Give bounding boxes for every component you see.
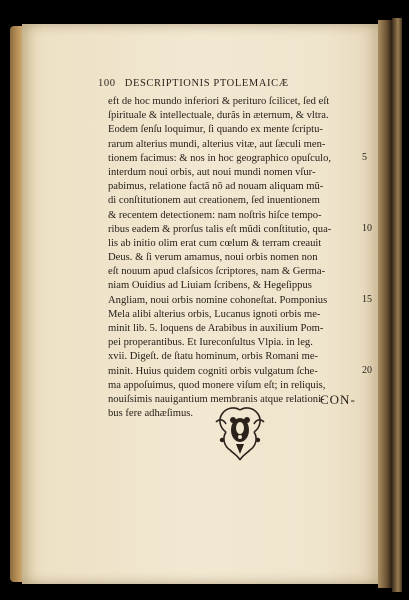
page-number: 100 [98,78,116,89]
running-header [98,78,368,94]
text-line: pei properantibus. Et Iureconſultus Vlpia. in leg. [108,337,313,349]
text-line: & recentem detectionem: nam noſtris hiſce tempo- [108,209,322,221]
text-line: minit. Huius quidem cogniti orbis vulgatum ſche- [108,365,318,377]
text-line: ribus eadem & prorſus talis eſt mũdi conſtitutio, qua- [108,223,332,235]
line-number: 15 [362,294,372,305]
text-line: Angliam, noui orbis nomine cohoneſtat. Pomponius [108,294,328,306]
text-line: Deus. & ſi verum amamus, noui orbis nomen non [108,252,318,264]
fleuron-ornament-icon [212,404,268,462]
text-line: eſt nouum apud claſsicos ſcriptores, nam & Germa- [108,266,326,278]
right-page-edges [392,18,402,592]
text-line: ſpirituale & intellectuale, durãs in æternum, & vltra. [108,110,329,122]
line-number: 10 [362,223,372,234]
text-line: Mela alibi alterius orbis, Lucanus ignoti orbis me- [108,308,321,320]
text-line: rarum alterius mundi, alterius vitæ, aut ſæculi men- [108,138,326,150]
line-number: 20 [362,365,372,376]
text-line: niam Ouidius ad Liuiam ſcribens, & Hegeſippus [108,280,312,292]
text-line: ma appoſuimus, quod monere viſum eſt; in reliquis, [108,379,326,391]
book-binding [378,20,392,588]
text-line: interdum noui orbis, aut noui mundi nomen vſur- [108,166,316,178]
text-line: lis ab initio olim erat cum cœlum & terram creauit [108,237,322,249]
text-line: eft de hoc mundo inferiori & perituro ſcilicet, ſed eſt [108,96,330,107]
text-line: bus fere adhæſimus. [108,408,194,420]
body-text [108,95,350,421]
text-line: xvii. Digeſt. de ſtatu hominum, orbis Romani me- [108,351,319,363]
text-line: tionem facimus: & nos in hoc geographico opuſculo, [108,152,332,164]
catchword: CON- [320,392,356,407]
text-line: pabimus, relatione factã nõ ad nouam aliquam mũ- [108,181,324,193]
text-line: minit lib. 5. loquens de Arabibus in auxilium Pom- [108,323,324,334]
text-line: nouiſsimis nauigantium membranis atque relationi- [108,393,325,405]
text-line: di conſtitutionem aut creationem, ſed inuentionem [108,195,320,207]
line-number: 5 [362,152,367,163]
text-line: Eodem ſenſu loquimur, ſi quando ex mente ſcriptu- [108,124,323,136]
running-title: DESCRIPTIONIS PTOLEMAICÆ [124,78,289,89]
